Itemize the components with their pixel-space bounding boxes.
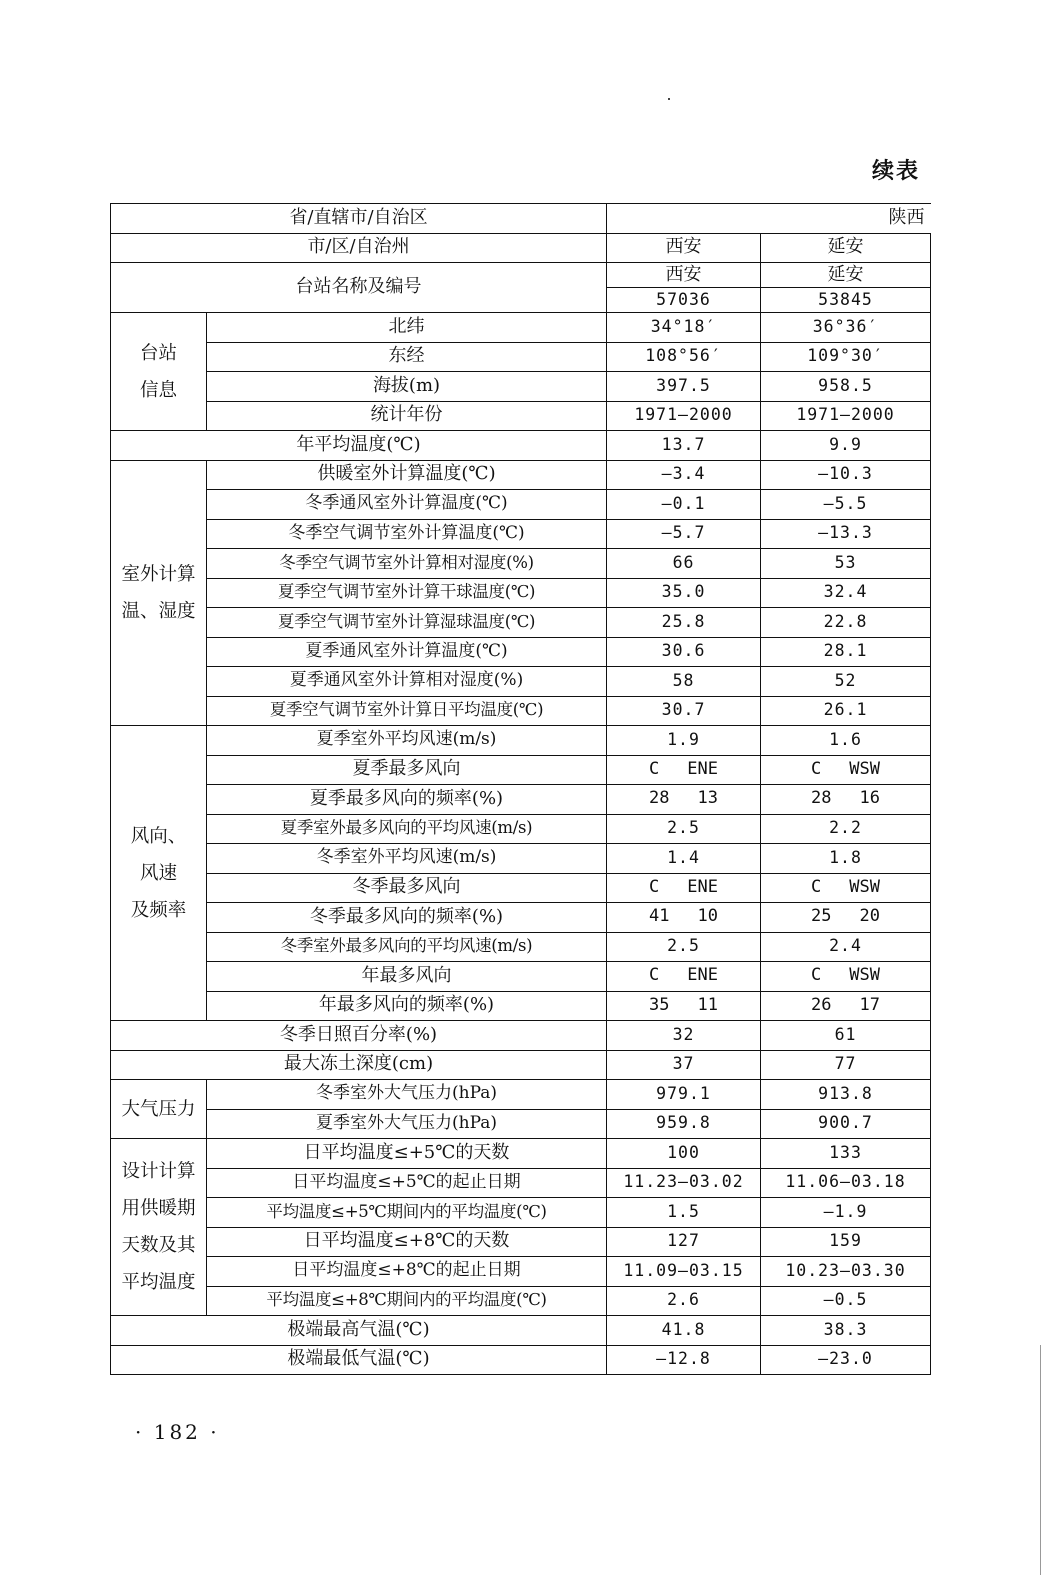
param-label: 海拔(m) bbox=[207, 372, 607, 402]
table-row bbox=[111, 313, 931, 343]
table-row bbox=[111, 667, 931, 697]
param-label: 夏季最多风向的频率(%) bbox=[207, 785, 607, 815]
value-cell-1: 959.8 bbox=[607, 1109, 761, 1139]
param-label: 夏季室外最多风向的平均风速(m/s) bbox=[207, 814, 607, 844]
header-province-row bbox=[111, 204, 931, 234]
param-label: 冬季最多风向 bbox=[207, 873, 607, 903]
table-row bbox=[111, 490, 931, 520]
value-part-b: 16 bbox=[859, 788, 880, 809]
table-row bbox=[111, 1109, 931, 1139]
value-cell-1: 13.7 bbox=[607, 431, 761, 461]
value-cell-2: 52 bbox=[761, 667, 931, 697]
value-cell-2: 61 bbox=[761, 1021, 931, 1051]
param-label: 冬季空气调节室外计算相对湿度(%) bbox=[207, 549, 607, 579]
value-part-a: C bbox=[811, 758, 822, 779]
table-row bbox=[111, 696, 931, 726]
value-cell-1: 127 bbox=[607, 1227, 761, 1257]
param-label: 冬季室外平均风速(m/s) bbox=[207, 844, 607, 874]
table-row bbox=[111, 578, 931, 608]
continued-label: 续表 bbox=[872, 158, 921, 184]
value-cell-1: 2.5 bbox=[607, 932, 761, 962]
table-row bbox=[111, 1286, 931, 1316]
value-part-a: 26 bbox=[811, 994, 832, 1015]
value-part-b: ENE bbox=[687, 876, 718, 897]
value-cell-1: 1971—2000 bbox=[607, 401, 761, 431]
value-part-a: C bbox=[811, 965, 822, 986]
value-cell-1 bbox=[607, 962, 761, 992]
table-row bbox=[111, 755, 931, 785]
value-cell-2: —5.5 bbox=[761, 490, 931, 520]
value-cell-1: 34°18′ bbox=[607, 313, 761, 343]
value-cell-1 bbox=[607, 785, 761, 815]
value-cell-1: 979.1 bbox=[607, 1080, 761, 1110]
param-label: 夏季最多风向 bbox=[207, 755, 607, 785]
group-label-heating: 设计计算 用供暖期 天数及其 平均温度 bbox=[111, 1139, 207, 1316]
value-cell-1: —0.1 bbox=[607, 490, 761, 520]
value-cell-2: —10.3 bbox=[761, 460, 931, 490]
value-cell-1: —5.7 bbox=[607, 519, 761, 549]
value-cell-2: 9.9 bbox=[761, 431, 931, 461]
value-part-a: C bbox=[811, 876, 822, 897]
table-row bbox=[111, 962, 931, 992]
param-label: 冬季室外最多风向的平均风速(m/s) bbox=[207, 932, 607, 962]
value-cell-2: 109°30′ bbox=[761, 342, 931, 372]
value-cell-2: —0.5 bbox=[761, 1286, 931, 1316]
value-cell-2: 900.7 bbox=[761, 1109, 931, 1139]
station-id-2: 53845 bbox=[761, 288, 931, 313]
value-cell-2: 11.06—03.18 bbox=[761, 1168, 931, 1198]
value-part-b: 17 bbox=[859, 994, 880, 1015]
value-cell-2: 958.5 bbox=[761, 372, 931, 402]
table-row bbox=[111, 785, 931, 815]
value-cell-2: 1.8 bbox=[761, 844, 931, 874]
value-cell-1: 25.8 bbox=[607, 608, 761, 638]
table-row bbox=[111, 903, 931, 933]
group-label-station-info: 台站 信息 bbox=[111, 313, 207, 431]
value-cell-2 bbox=[761, 962, 931, 992]
city-2: 延安 bbox=[761, 233, 931, 263]
value-cell-1: 108°56′ bbox=[607, 342, 761, 372]
value-part-b: WSW bbox=[849, 758, 880, 779]
table-row bbox=[111, 460, 931, 490]
table-row bbox=[111, 1227, 931, 1257]
value-part-b: 13 bbox=[697, 788, 718, 809]
table-row bbox=[111, 991, 931, 1021]
value-part-a: 28 bbox=[649, 788, 670, 809]
table-row bbox=[111, 608, 931, 638]
value-cell-1: 1.9 bbox=[607, 726, 761, 756]
value-cell-1: —12.8 bbox=[607, 1345, 761, 1375]
value-part-b: WSW bbox=[849, 876, 880, 897]
value-cell-2: 1971—2000 bbox=[761, 401, 931, 431]
value-part-a: 35 bbox=[649, 994, 670, 1015]
value-part-a: 28 bbox=[811, 788, 832, 809]
value-part-a: C bbox=[649, 965, 660, 986]
param-label: 夏季空气调节室外计算湿球温度(℃) bbox=[207, 608, 607, 638]
param-label: 冬季室外大气压力(hPa) bbox=[207, 1080, 607, 1110]
table-row bbox=[111, 549, 931, 579]
table-row bbox=[111, 814, 931, 844]
province-value: 陕西 bbox=[607, 204, 931, 234]
value-cell-1: 37 bbox=[607, 1050, 761, 1080]
table-row bbox=[111, 873, 931, 903]
value-cell-1: 397.5 bbox=[607, 372, 761, 402]
param-label: 年平均温度(℃) bbox=[111, 431, 607, 461]
value-cell-2: 32.4 bbox=[761, 578, 931, 608]
value-part-a: 25 bbox=[811, 906, 832, 927]
param-label: 年最多风向的频率(%) bbox=[207, 991, 607, 1021]
table-row bbox=[111, 1080, 931, 1110]
header-city-row bbox=[111, 233, 931, 263]
value-cell-1: 11.23—03.02 bbox=[607, 1168, 761, 1198]
param-label: 冬季最多风向的频率(%) bbox=[207, 903, 607, 933]
value-cell-1: 30.7 bbox=[607, 696, 761, 726]
value-cell-2: 53 bbox=[761, 549, 931, 579]
table-row bbox=[111, 372, 931, 402]
param-label: 冬季通风室外计算温度(℃) bbox=[207, 490, 607, 520]
value-cell-2: 38.3 bbox=[761, 1316, 931, 1346]
table-row bbox=[111, 637, 931, 667]
table-row bbox=[111, 1198, 931, 1228]
value-cell-2: 133 bbox=[761, 1139, 931, 1169]
param-label: 日平均温度≤+5℃的天数 bbox=[207, 1139, 607, 1169]
table-row bbox=[111, 1021, 931, 1051]
value-part-b: 10 bbox=[697, 906, 718, 927]
value-cell-1 bbox=[607, 991, 761, 1021]
value-cell-2 bbox=[761, 903, 931, 933]
param-label: 夏季空气调节室外计算干球温度(℃) bbox=[207, 578, 607, 608]
value-cell-1 bbox=[607, 755, 761, 785]
param-label: 统计年份 bbox=[207, 401, 607, 431]
table-row bbox=[111, 1316, 931, 1346]
header-station-row bbox=[111, 263, 931, 288]
table-row bbox=[111, 844, 931, 874]
value-cell-2: 2.2 bbox=[761, 814, 931, 844]
value-cell-2: 159 bbox=[761, 1227, 931, 1257]
group-label-outdoor-calc: 室外计算 温、湿度 bbox=[111, 460, 207, 726]
param-label: 冬季空气调节室外计算温度(℃) bbox=[207, 519, 607, 549]
station-label: 台站名称及编号 bbox=[111, 263, 607, 313]
value-cell-1: 100 bbox=[607, 1139, 761, 1169]
param-label: 东经 bbox=[207, 342, 607, 372]
city-label: 市/区/自治州 bbox=[111, 233, 607, 263]
value-cell-1: 35.0 bbox=[607, 578, 761, 608]
table-row bbox=[111, 401, 931, 431]
value-cell-2: 26.1 bbox=[761, 696, 931, 726]
station-1: 西安 bbox=[607, 263, 761, 288]
city-1: 西安 bbox=[607, 233, 761, 263]
value-part-a: 41 bbox=[649, 906, 670, 927]
value-cell-1: 58 bbox=[607, 667, 761, 697]
value-part-a: C bbox=[649, 876, 660, 897]
scan-speck bbox=[668, 98, 670, 100]
param-label: 最大冻土深度(cm) bbox=[111, 1050, 607, 1080]
param-label: 夏季通风室外计算温度(℃) bbox=[207, 637, 607, 667]
value-cell-2: 36°36′ bbox=[761, 313, 931, 343]
page-number: · 182 · bbox=[135, 1420, 220, 1444]
value-part-b: WSW bbox=[849, 965, 880, 986]
value-part-b: ENE bbox=[687, 758, 718, 779]
station-id-1: 57036 bbox=[607, 288, 761, 313]
value-cell-1: 32 bbox=[607, 1021, 761, 1051]
value-cell-1: 66 bbox=[607, 549, 761, 579]
value-part-b: 11 bbox=[697, 994, 718, 1015]
param-label: 平均温度≤+5℃期间内的平均温度(℃) bbox=[207, 1198, 607, 1228]
param-label: 夏季室外平均风速(m/s) bbox=[207, 726, 607, 756]
param-label: 供暖室外计算温度(℃) bbox=[207, 460, 607, 490]
value-cell-1: 41.8 bbox=[607, 1316, 761, 1346]
value-cell-2: —1.9 bbox=[761, 1198, 931, 1228]
table-row bbox=[111, 1168, 931, 1198]
value-cell-1 bbox=[607, 873, 761, 903]
value-cell-1: 11.09—03.15 bbox=[607, 1257, 761, 1287]
value-cell-1: —3.4 bbox=[607, 460, 761, 490]
table-row bbox=[111, 726, 931, 756]
value-cell-2: 28.1 bbox=[761, 637, 931, 667]
value-cell-2: 913.8 bbox=[761, 1080, 931, 1110]
value-part-b: 20 bbox=[859, 906, 880, 927]
value-cell-1: 1.4 bbox=[607, 844, 761, 874]
value-cell-2 bbox=[761, 755, 931, 785]
value-cell-1: 30.6 bbox=[607, 637, 761, 667]
param-label: 夏季通风室外计算相对湿度(%) bbox=[207, 667, 607, 697]
param-label: 极端最高气温(℃) bbox=[111, 1316, 607, 1346]
value-cell-1 bbox=[607, 903, 761, 933]
param-label: 年最多风向 bbox=[207, 962, 607, 992]
value-cell-2: —13.3 bbox=[761, 519, 931, 549]
table-row bbox=[111, 519, 931, 549]
param-label: 日平均温度≤+8℃的天数 bbox=[207, 1227, 607, 1257]
value-cell-2: 10.23—03.30 bbox=[761, 1257, 931, 1287]
province-label: 省/直辖市/自治区 bbox=[111, 204, 607, 234]
param-label: 平均温度≤+8℃期间内的平均温度(℃) bbox=[207, 1286, 607, 1316]
value-cell-2: —23.0 bbox=[761, 1345, 931, 1375]
table-row bbox=[111, 431, 931, 461]
param-label: 日平均温度≤+8℃的起止日期 bbox=[207, 1257, 607, 1287]
table-row bbox=[111, 342, 931, 372]
value-cell-2: 1.6 bbox=[761, 726, 931, 756]
group-label-pressure: 大气压力 bbox=[111, 1080, 207, 1139]
value-cell-1: 2.6 bbox=[607, 1286, 761, 1316]
value-cell-2: 77 bbox=[761, 1050, 931, 1080]
value-cell-2: 22.8 bbox=[761, 608, 931, 638]
table-row bbox=[111, 1257, 931, 1287]
value-part-a: C bbox=[649, 758, 660, 779]
value-cell-2 bbox=[761, 991, 931, 1021]
value-cell-1: 2.5 bbox=[607, 814, 761, 844]
value-cell-2: 2.4 bbox=[761, 932, 931, 962]
table-row bbox=[111, 932, 931, 962]
table-row bbox=[111, 1139, 931, 1169]
param-label: 日平均温度≤+5℃的起止日期 bbox=[207, 1168, 607, 1198]
param-label: 北纬 bbox=[207, 313, 607, 343]
param-label: 夏季室外大气压力(hPa) bbox=[207, 1109, 607, 1139]
group-label-wind: 风向、 风速 及频率 bbox=[111, 726, 207, 1021]
param-label: 极端最低气温(℃) bbox=[111, 1345, 607, 1375]
table-row bbox=[111, 1050, 931, 1080]
station-2: 延安 bbox=[761, 263, 931, 288]
value-cell-1: 1.5 bbox=[607, 1198, 761, 1228]
table-row bbox=[111, 1345, 931, 1375]
climate-parameter-table bbox=[110, 203, 930, 1375]
value-cell-2 bbox=[761, 785, 931, 815]
value-cell-2 bbox=[761, 873, 931, 903]
param-label: 夏季空气调节室外计算日平均温度(℃) bbox=[207, 696, 607, 726]
scan-edge-line bbox=[1040, 1345, 1041, 1575]
value-part-b: ENE bbox=[687, 965, 718, 986]
param-label: 冬季日照百分率(%) bbox=[111, 1021, 607, 1051]
